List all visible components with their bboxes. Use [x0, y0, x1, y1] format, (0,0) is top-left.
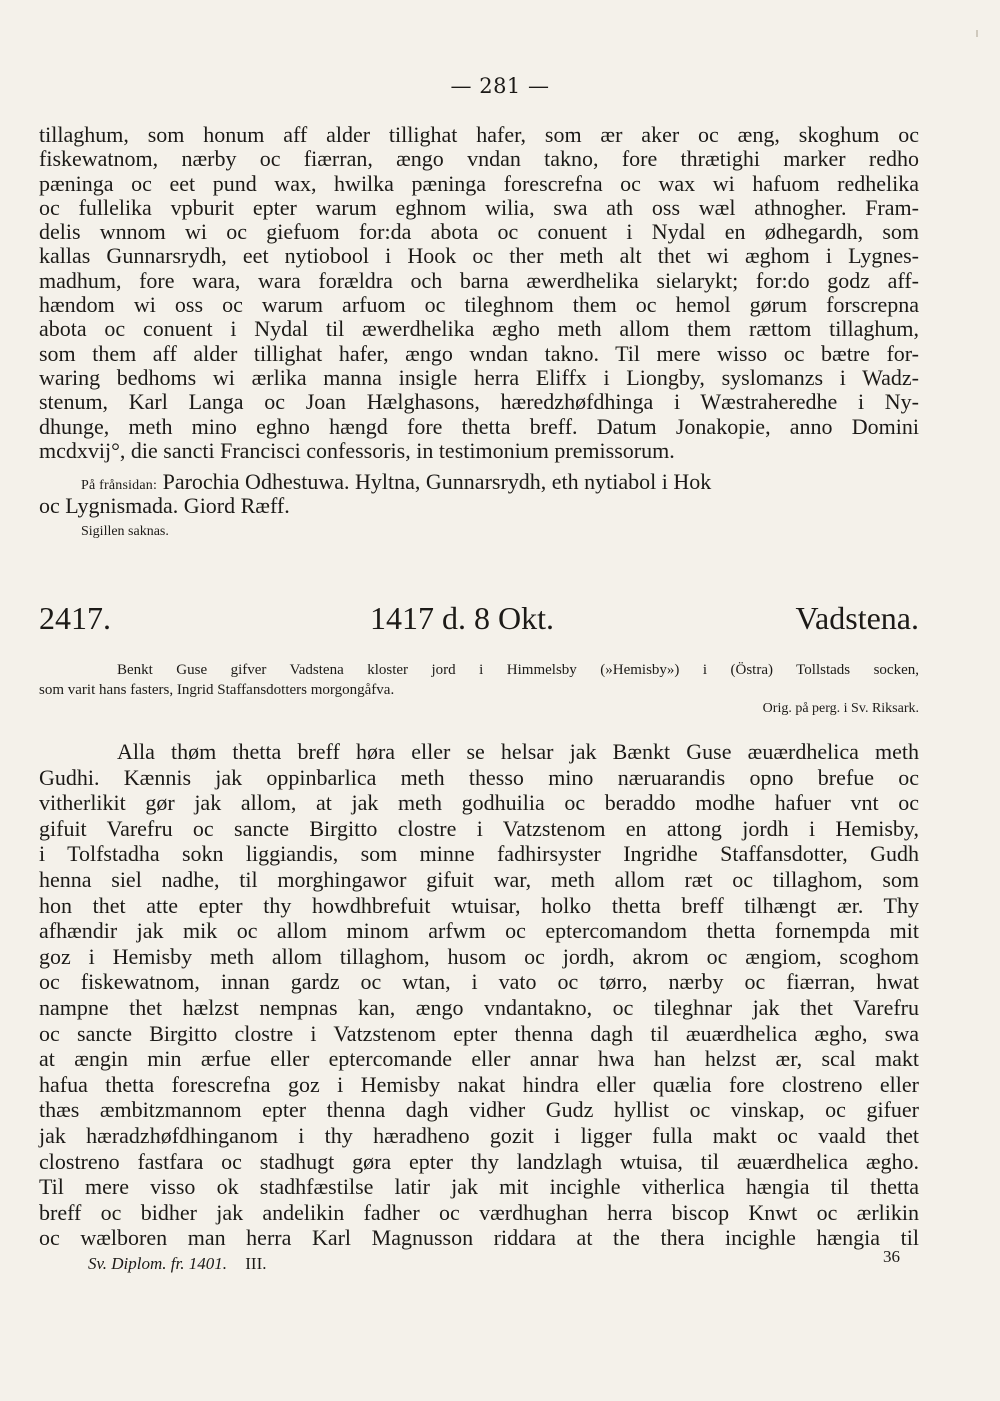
text-line: breff oc bidher jak andelikin fadher oc værdhughan herra biscop Knwt oc ærlikin	[39, 1199, 919, 1225]
text-line: gifuit Varefru oc sancte Birgitto clostre i Vatzstenom en attong jordh i Hemisby,	[39, 815, 919, 841]
text-line: Til mere visso ok stadhfæstilse latir jak mit incighle vitherlica hængia til thetta	[39, 1174, 919, 1200]
text-line: clostreno fastfara oc stadhugt gøra epter thy landzlagh wtuisa, til æuærdhelica ægho.	[39, 1148, 919, 1174]
summary-line: Benkt Guse gifver Vadstena kloster jord i Himmelsby (»Hemisby») i (Östra) Tollstads socken,	[117, 662, 919, 678]
text-line: i Tolfstadha sokn liggiandis, som minne fadhirsyster Ingridhe Staffansdotter, Gudh	[39, 841, 919, 867]
reverse-label: På frånsidan:	[81, 478, 158, 493]
text-line: som them aff alder tillighat hafer, ængo wndan takno. Til mere wisso oc bætre for-	[39, 340, 919, 366]
text-line: goz i Hemisby meth allom tillaghom, husom oc jordh, akrom oc ængiom, scoghom	[39, 943, 919, 969]
text-line: hændom wi oss oc warum arfuom oc tileghnom them oc hemol gørum forscrepna	[39, 292, 919, 318]
text-line: nampne thet hælzst nempnas kan, ængo vndantakno, oc tileghnar jak thet Varefru	[39, 994, 919, 1020]
document-heading	[39, 600, 919, 640]
sheet-signature: 36	[883, 1247, 900, 1266]
text-line: jak hæradzhøfdhinganom i thy hæradheno gozit i ligger fulla makt oc vaald thet	[39, 1122, 919, 1148]
text-line: dhunge, meth mino eghno hængd fore thetta breff. Datum Jonakopie, anno Domini	[39, 413, 919, 439]
text-line: afhændir jak mik oc allom minom arfwm oc eptercomandom thetta fornempda mit	[39, 918, 919, 944]
text-line: stenum, Karl Langa oc Joan Hælghasons, hæredzhøfdhinga i Wæstraheredhe i Ny-	[39, 389, 919, 415]
text-line: henna siel nadhe, til morghingawor gifuit war, meth allom ræt oc tillaghom, som	[39, 866, 919, 892]
seals-note: Sigillen saknas.	[81, 524, 169, 539]
text-line: oc sancte Birgitto clostre i Vatzstenom epter thenna dagh til æuærdhelica ægho, swa	[39, 1020, 919, 1046]
text-line: oc fullelika vpburit epter warum eghnom wilia, swa ath oss wæl athnogher. Fram-	[39, 194, 919, 220]
summary-line: som varit hans fasters, Ingrid Staffansdotters morgongåfva.	[39, 682, 395, 698]
text-line: vitherlikit gør jak allom, at jak meth godhuilia oc beraddo modhe hafuer vnt oc	[39, 790, 919, 816]
text-line: abota oc conuent i Nydal til æwerdhelika ægho meth allom them rættom tillaghum,	[39, 316, 919, 342]
text-line: oc wælboren man herra Karl Magnusson riddara at the thera incighle hængia til	[39, 1225, 919, 1251]
text-line: thæs æmbitzmannom epter thenna dagh vidher Gudz hyllist oc vinskap, oc gifuer	[39, 1097, 919, 1123]
page-number: — 281 —	[450, 74, 550, 98]
footer-volume: III.	[245, 1254, 267, 1273]
reverse-note-line	[39, 470, 919, 494]
reverse-note-line: oc Lygnismada. Giord Ræff.	[39, 493, 290, 519]
text-line: hafua thetta forescrefna goz i Hemisby nakat hindra eller quælia fore clostreno eller	[39, 1071, 919, 1097]
text-line: Gudhi. Kænnis jak oppinbarlica meth thesso mino næruarandis opno brefue oc	[39, 764, 919, 790]
text-line: at ængin min ærfue eller eptercomande eller annar hwa han helzst ær, scal makt	[39, 1046, 919, 1072]
footer-series: Sv. Diplom. fr. 1401.	[88, 1254, 227, 1273]
text-line: mcdxvij°, die sancti Francisci confessoris, in testimonium premissorum.	[39, 437, 675, 463]
source-note: Orig. på perg. i Sv. Riksark.	[762, 701, 919, 716]
document-summary	[39, 660, 919, 700]
reverse-note	[39, 470, 919, 519]
text-line: delis wnnom wi oc giefuom for:da abota oc conuent i Nydal en ødhegardh, som	[39, 219, 919, 245]
text-line: madhum, fore wara, wara forældra och barna æwerdhelika sielarykt; for:do godz aff-	[39, 267, 919, 293]
text-line: fiskewatnom, nærby oc fiærran, ængo vndan takno, fore thrætighi marker redho	[39, 146, 919, 172]
text-line: hon thet atte epter thy howdhbrefuit wtuisar, holko thetta breff tilhængt ær. Thy	[39, 892, 919, 918]
reverse-text: Parochia Odhestuwa. Hyltna, Gunnarsrydh, eth nytiabol i Hok	[157, 469, 712, 494]
paper-speck	[976, 30, 978, 37]
document-place: Vadstena.	[795, 600, 919, 636]
continued-charter-text	[39, 123, 919, 463]
document-number: 2417.	[39, 600, 111, 636]
text-line: waring bedhoms wi ærlika manna insigle herra Eliffx i Liongby, syslomanzs i Wadz-	[39, 364, 919, 390]
text-line: kallas Gunnarsrydh, eet nytiobool i Hook oc ther meth alt thet wi æghom i Lygnes-	[39, 243, 919, 269]
text-line: oc fiskewatnom, innan gardz oc wtan, i vato oc tørro, nærby oc fiærran, hwat	[39, 969, 919, 995]
footer-reference	[88, 1254, 266, 1274]
text-line: Alla thøm thetta breff høra eller se helsar jak Bænkt Guse æuærdhelica meth	[117, 739, 919, 764]
document-date: 1417 d. 8 Okt.	[370, 600, 554, 636]
charter-text	[39, 739, 919, 1251]
text-line: pæninga oc eet pund wax, hwilka pæninga forescrefna oc wax wi hafuom redhelika	[39, 170, 919, 196]
text-line: tillaghum, som honum aff alder tillighat hafer, som ær aker oc æng, skoghum oc	[39, 122, 919, 147]
